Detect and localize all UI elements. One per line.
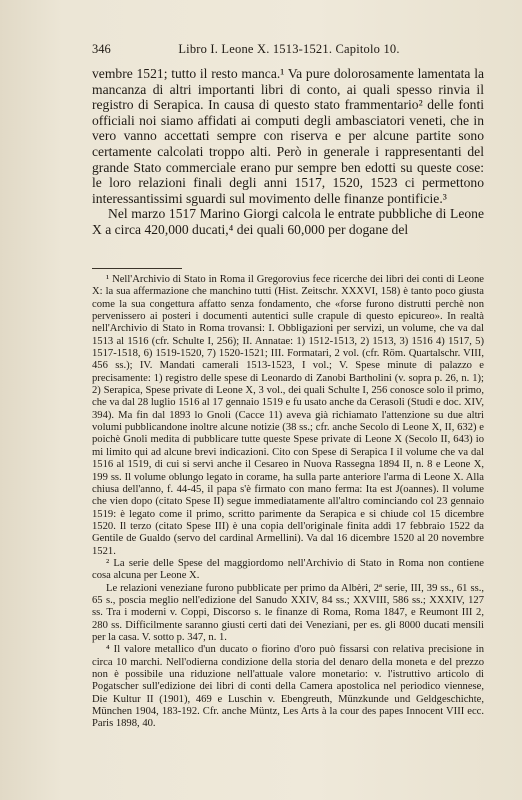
main-text <box>92 66 484 238</box>
footnotes <box>92 274 484 731</box>
body-paragraph: Nel marzo 1517 Marino Giorgi calcola le entrate pubbliche di Leone X a circa 420,000 ducati,⁴ dei quali 60,000 per dogane del <box>92 206 484 237</box>
footnote-1: ¹ Nell'Archivio di Stato in Roma il Gregorovius fece ricerche dei libri dei conti di Leone X: la sua affermazione che manchino tutti (Hist. Zeitschr. XXXVI, 158) è tanto poco giusta come la sua congettura affatto senza fondamento, che «forse furono distrutti perchè non pervenissero ai posteri i documenti autentici sulle crapule di questo epicureo». In realtà nell'Archivio di Stato in Roma trovansi: I. Obbligazioni per servizi, un volume, che va dal 1513 al 1516 (cfr. Schulte I, 256); II. Annatae: 1) 1512-1513, 2) 1513, 3) 1516 4) 1517, 5) 1517-1518, 6) 1519-1520, 7) 1520-1521; III. Formatari, 2 vol. (cfr. Röm. Quartalschr. VIII, 456 ss.); IV. Mandati camerali 1513-1523, I vol.; V. Spese minute di palazzo e precisamente: 1) registro delle spese di Leonardo di Zanobi Bartholini (v. sopra p. 26, n. 1); 2) Serapica, Spese private di Leone X, 3 vol., dei quali Schulte I, 256 conosce solo il primo, che va dal 28 luglio 1516 al 17 gennaio 1519 e fu usato anche da Cerasoli (Studi e doc. XIV, 394). Ma fin dal 1893 lo Gnoli (Cacce 11) aveva già richiamato l'attenzione su due altri volumi pubblicandone inoltre alcune notizie (38 ss.; cfr. anche Secolo di Leone X, II, 632) e poichè Gnoli medita di pubblicare tutte queste Spese private di Leone X (Secolo II, 643) io mi limito qui ad alcune brevi indicazioni. Cito con Spese di Serapica I il volume che va dal 1516 al 1519, di cui si servì anche il Cesareo in Nuova Rassegna 1894 II, n. 8 e Leone X, 199 ss. Il volume oblungo legato in corame, ha sulla parte anteriore l'arma di Leone X. Alla chiusa dell'anno, f. 44-45, il papa s'è firmato con mano ferma: Ita est J(oannes). Il volume che vien dopo (citato Spese II) segue immediatamente all'altro cominciando col 23 gennaio 1519: è legato come il primo, scritto parimente da Serapica e si chiude col 15 dicembre 1520. Il terzo (citato Spese III) è una copia dell'originale finita addì 17 febbraio 1522 da Gentile de Gualdo (servo del cardinal Armellini). Va dal 16 dicembre 1520 al 20 novembre 1521. <box>92 274 484 557</box>
footnote-4: ⁴ Il valore metallico d'un ducato o fiorino d'oro può fissarsi con relativa precisione in circa 10 marchi. Nell'odierna condizione della storia del denaro della moneta e del prezzo non è possibile una riduzione nell'attuale valore monetario: v. l'istruttivo articolo di Pogatscher sull'edizione dei libri di conti della Camera apostolica nel periodico viennese, Die Kultur II (1901), 469 e Luschin v. Ebengreuth, Münzkunde und Geldgeschichte, München 1904, 183-192. Cfr. anche Müntz, Les Arts à la cour des papes Innocent VIII ecc. Paris 1898, 40. <box>92 644 484 730</box>
running-title: Libro I. Leone X. 1513-1521. Capitolo 10. <box>178 42 400 56</box>
page-number: 346 <box>92 42 111 56</box>
footnote-2: ² La serie delle Spese del maggiordomo nell'Archivio di Stato in Roma non contiene cosa alcuna per Leone X. <box>92 557 484 582</box>
footnote-3: Le relazioni veneziane furono pubblicate per primo da Albèri, 2ª serie, III, 39 ss., 61 ss., 65 s., poscia meglio nell'edizione del Sanudo XXIV, 84 ss.; XXVIII, 586 ss.; XXXIV, 127 ss. Tra i moderni v. Coppi, Discorso s. le finanze di Roma, Roma 1847, e Reumont III 2, 280 ss. Difficilmente saranno giusti certi dati dei Veneziani, per es. gli 8000 ducati mensili per la casa. V. sotto p. 347, n. 1. <box>92 582 484 643</box>
body-paragraph: vembre 1521; tutto il resto manca.¹ Va pure dolorosamente lamentata la mancanza di altri importanti libri di conto, ai quali spesso rinvia il registro di Serapica. In causa di questo stato frammentario² delle fonti officiali noi siamo affidati ai computi degli ambasciatori veneti, che in vero vanno accettati sempre con riserva e per alcune partite sono certamente calcolati troppo alti. Però in generale i rappresentanti del grande Stato commerciale erano pur sempre ben edotti su queste cose: le loro relazioni finali degli anni 1517, 1520, 1523 ci permettono interessantissimi sguardi sul movimento delle finanze pontificie.³ <box>92 66 484 206</box>
footnote-separator <box>92 268 182 269</box>
running-header <box>92 42 486 58</box>
